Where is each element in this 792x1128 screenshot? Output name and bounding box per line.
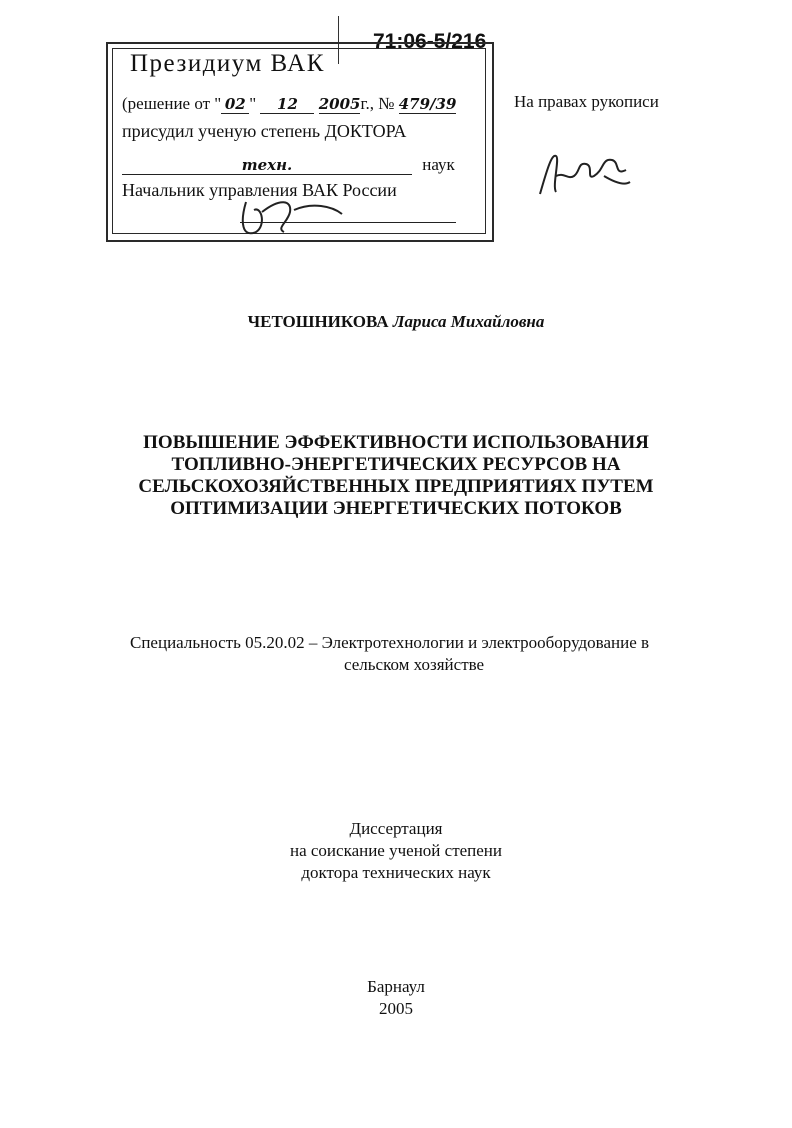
stamp-title: Президиум ВАК: [130, 50, 325, 77]
author-given-names: Лариса Михайловна: [392, 312, 545, 331]
degree-line-3: доктора технических наук: [301, 863, 491, 882]
year: 2005: [379, 999, 413, 1018]
manuscript-rights-label: На правах рукописи: [514, 92, 659, 111]
decision-number: 479/39: [398, 95, 457, 113]
stamp-awarded-line: присудил ученую степень ДОКТОРА: [122, 121, 407, 141]
stamp-head-title: Начальник управления ВАК России: [122, 180, 397, 200]
decision-year-suffix: г., №: [360, 94, 395, 113]
degree-line-2: на соискание ученой степени: [289, 841, 503, 860]
city: Барнаул: [367, 977, 425, 996]
specialty-line-1: Специальность 05.20.02 – Электротехнологии и электрооборудование в: [130, 633, 650, 652]
specialty-line-2: сельском хозяйстве: [344, 655, 485, 674]
science-suffix: наук: [422, 155, 455, 174]
head-signature-icon: [232, 192, 352, 246]
title-line: СЕЛЬСКОХОЗЯЙСТВЕННЫХ ПРЕДПРИЯТИЯХ ПУТЕМ: [138, 476, 654, 497]
document-number: 71:06-5/216: [373, 30, 487, 53]
decision-prefix: (решение от: [122, 94, 211, 113]
dissertation-title: [60, 432, 732, 520]
degree-line-1: Диссертация: [349, 819, 443, 838]
specialty: [130, 632, 649, 676]
decision-year: 2005: [318, 95, 361, 113]
science-field: техн.: [122, 156, 412, 175]
stamp-decision-line: (решение от " 02 " 12 2005г., № 479/39: [122, 94, 457, 113]
decision-month: 12: [260, 95, 314, 114]
title-line: ОПТИМИЗАЦИИ ЭНЕРГЕТИЧЕСКИХ ПОТОКОВ: [170, 498, 622, 519]
place-and-year: [0, 976, 792, 1020]
author-signature-icon: [534, 146, 634, 204]
decision-day: 02: [221, 95, 249, 114]
degree-info: [0, 818, 792, 884]
title-line: ТОПЛИВНО-ЭНЕРГЕТИЧЕСКИХ РЕСУРСОВ НА: [171, 454, 621, 475]
stamp-science-line: [122, 155, 455, 175]
author-surname: ЧЕТОШНИКОВА: [247, 312, 389, 331]
title-line: ПОВЫШЕНИЕ ЭФФЕКТИВНОСТИ ИСПОЛЬЗОВАНИЯ: [143, 432, 649, 453]
author-name: [0, 312, 792, 332]
